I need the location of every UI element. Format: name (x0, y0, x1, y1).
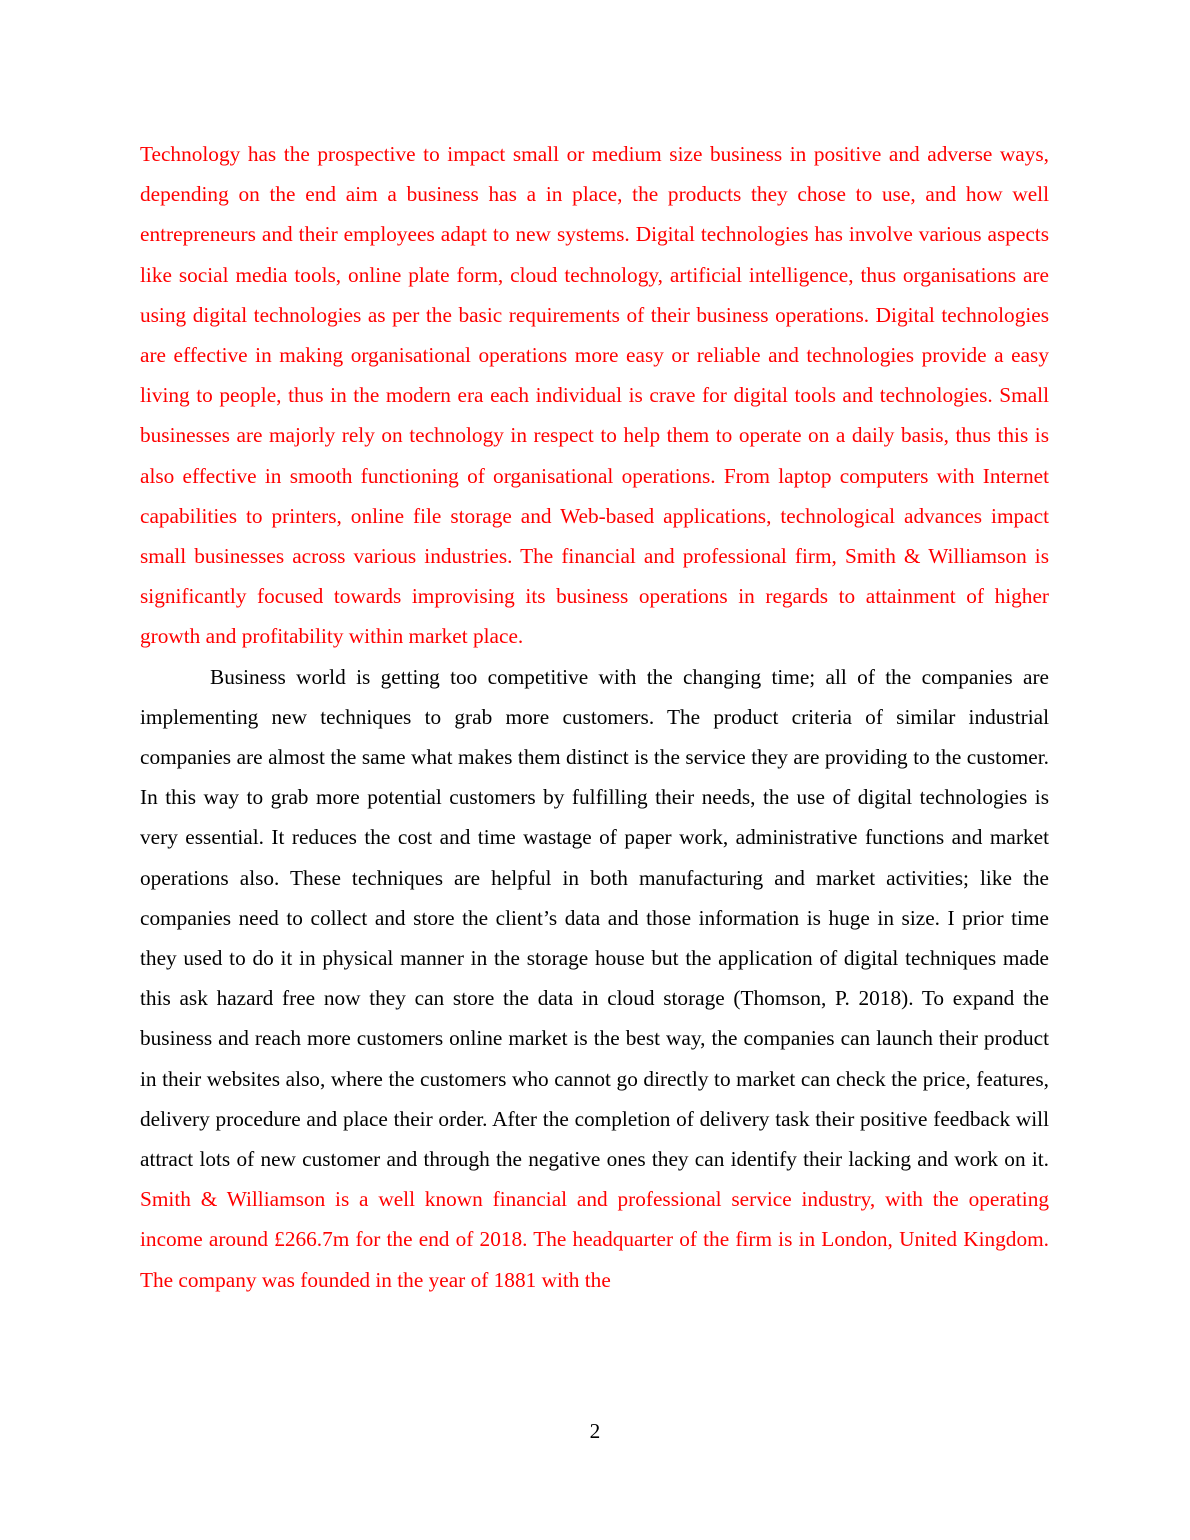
paragraph-intro (140, 134, 1049, 657)
company-info-text-red: Smith & Williamson is a well known financial and professional service industry, with the operating income around £266.7m for the end of 2018. The headquarter of the firm is in London, United Kingdom. The company was founded in the year of 1881 with the (140, 1187, 1049, 1292)
body-text (140, 134, 1049, 1300)
intro-text-red: Technology has the prospective to impact small or medium size business in positive and adverse ways, depending on the end aim a business has a in place, the products they chose to use, and how well entrepreneurs and their employees adapt to new systems. Digital technologies has involve various aspects like social media tools, online plate form, cloud technology, artificial intelligence, thus organisations are using digital technologies as per the basic requirements of their business operations. Digital technologies are effective in making organisational operations more easy or reliable and technologies provide a easy living to people, thus in the modern era each individual is crave for digital tools and technologies. Small businesses are majorly rely on technology in respect to help them to operate on a daily basis, thus this is also effective in smooth functioning of organisational operations. From laptop computers with Internet capabilities to printers, online file storage and Web-based applications, technological advances impact small businesses across various industries. The financial and professional firm, Smith & Williamson is significantly focused towards improvising its business operations in regards to attainment of higher growth and profitability within market place. (140, 142, 1049, 649)
business-world-text: Business world is getting too competitive with the changing time; all of the companies are implementing new techniques to grab more customers. The product criteria of similar industrial companies are almost the same what makes them distinct is the service they are providing to the customer. In this way to grab more potential customers by fulfilling their needs, the use of digital technologies is very essential. It reduces the cost and time wastage of paper work, administrative functions and market operations also. These techniques are helpful in both manufacturing and market activities; like the companies need to collect and store the client’s data and those information is huge in size. I prior time they used to do it in physical manner in the storage house but the application of digital techniques made this ask hazard free now they can store the data in cloud storage (Thomson, P. 2018). To expand the business and reach more customers online market is the best way, the companies can launch their product in their websites also, where the customers who cannot go directly to market can check the price, features, delivery procedure and place their order. After the completion of delivery task their positive feedback will attract lots of new customer and through the negative ones they can identify their lacking and work on it. (140, 664, 1049, 1172)
page-number: 2 (589, 1419, 601, 1443)
paragraph-business-world (140, 657, 1049, 1300)
